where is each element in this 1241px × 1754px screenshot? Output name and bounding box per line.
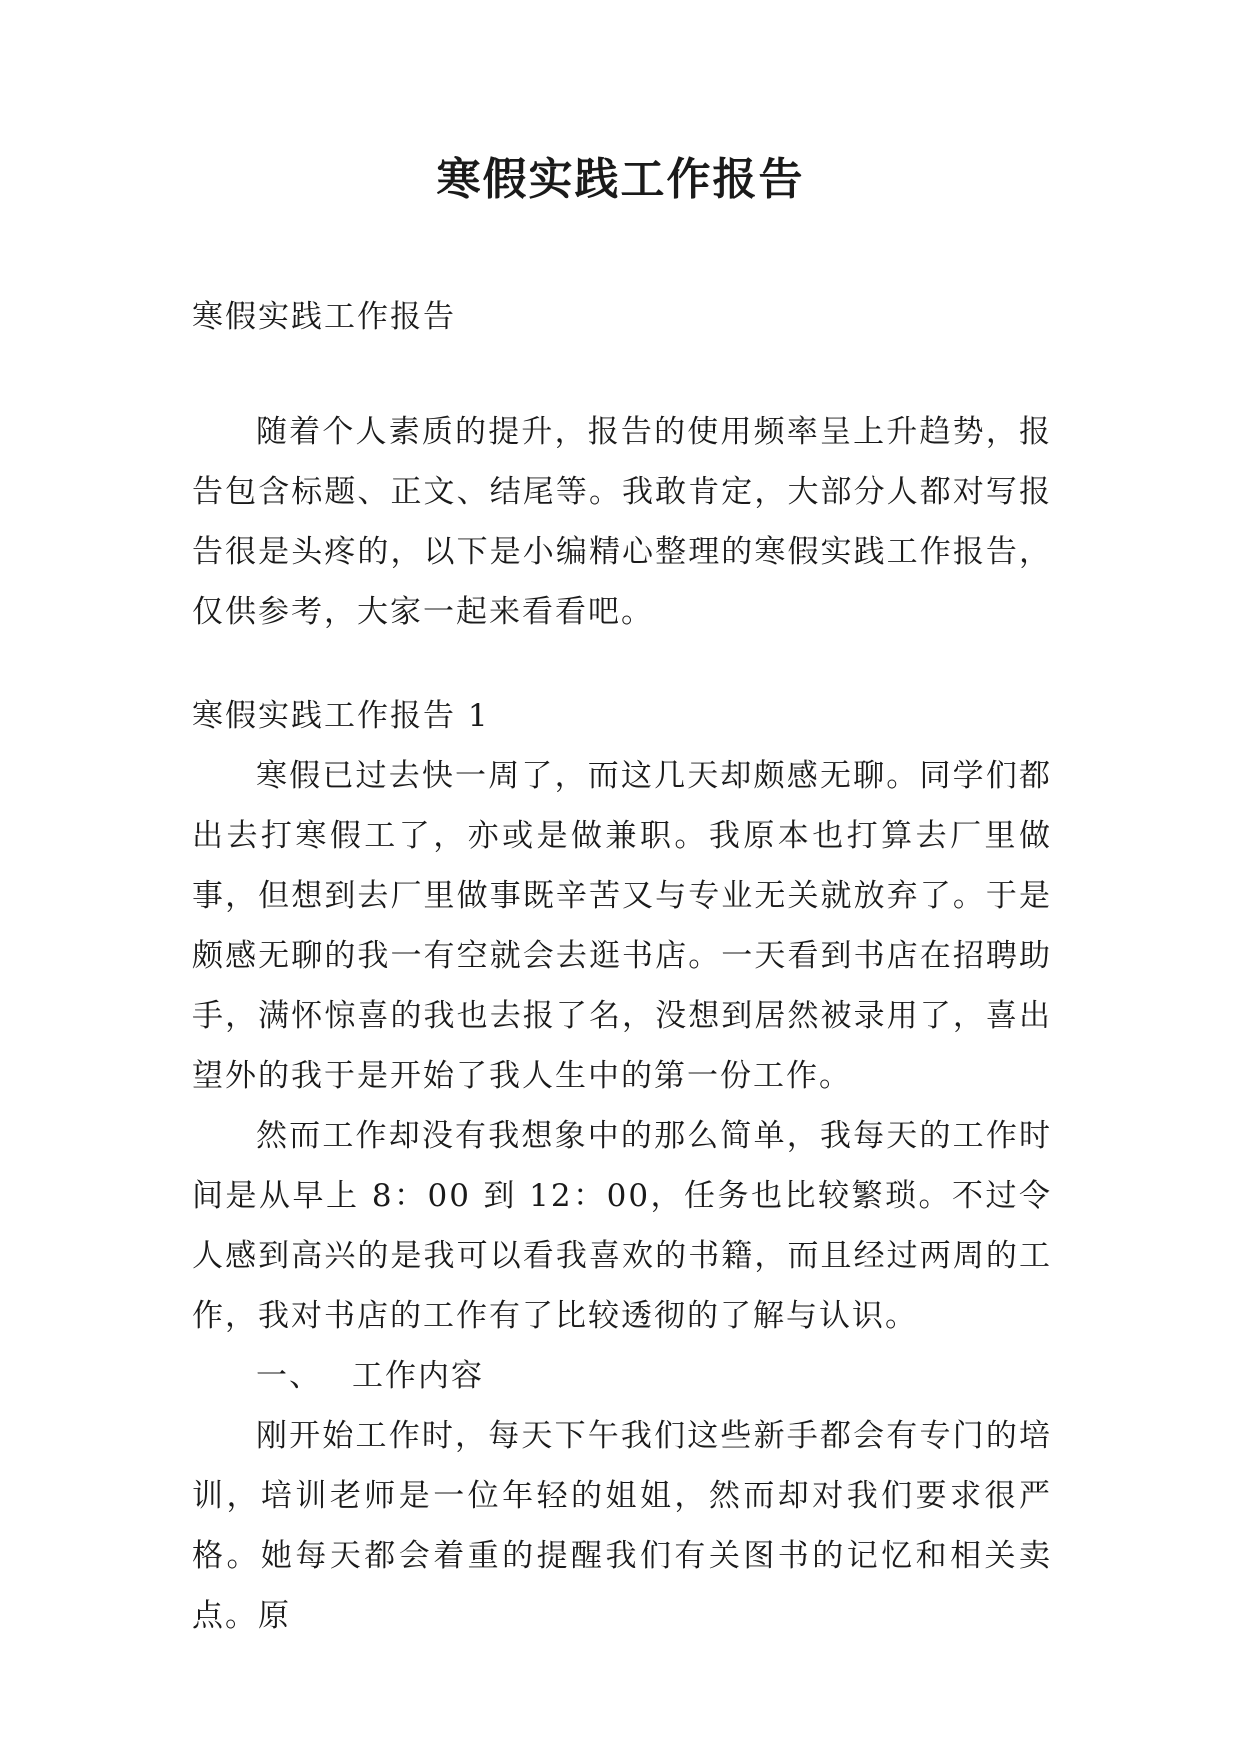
intro-paragraph: 随着个人素质的提升，报告的使用频率呈上升趋势，报告包含标题、正文、结尾等。我敢肯定，大部分人都对写报告很是头疼的，以下是小编精心整理的寒假实践工作报告，仅供参考，大家一起来看看吧。 [192,414,1052,630]
list-heading-text: 工作内容 [352,1358,484,1394]
document-subtitle [192,287,1052,347]
document-title: 寒假实践工作报告 [436,154,805,205]
subtitle-text: 寒假实践工作报告 [192,299,456,335]
intro-section [192,402,1052,642]
section-paragraph-2: 然而工作却没有我想象中的那么简单，我每天的工作时间是从早上 8：00 到 12：00，任务也比较繁琐。不过令人感到高兴的是我可以看我喜欢的书籍，而且经过两周的工作，我对书店的工作有了比较透彻的了解与认识。 [192,1118,1052,1334]
list-heading-number: 一、 [256,1358,322,1394]
section-heading: 寒假实践工作报告 1 [192,698,490,734]
section-paragraph-1: 寒假已过去快一周了，而这几天却颇感无聊。同学们都出去打寒假工了，亦或是做兼职。我原本也打算去厂里做事，但想到去厂里做事既辛苦又与专业无关就放弃了。于是颇感无聊的我一有空就会去逛书店。一天看到书店在招聘助手，满怀惊喜的我也去报了名，没想到居然被录用了，喜出望外的我于是开始了我人生中的第一份工作。 [192,758,1052,1094]
list-heading-work-content [192,1346,1052,1406]
section-paragraph-3: 刚开始工作时，每天下午我们这些新手都会有专门的培训，培训老师是一位年轻的姐姐，然而却对我们要求很严格。她每天都会着重的提醒我们有关图书的记忆和相关卖点。原 [192,1418,1052,1634]
report-section-1 [192,686,1052,1646]
